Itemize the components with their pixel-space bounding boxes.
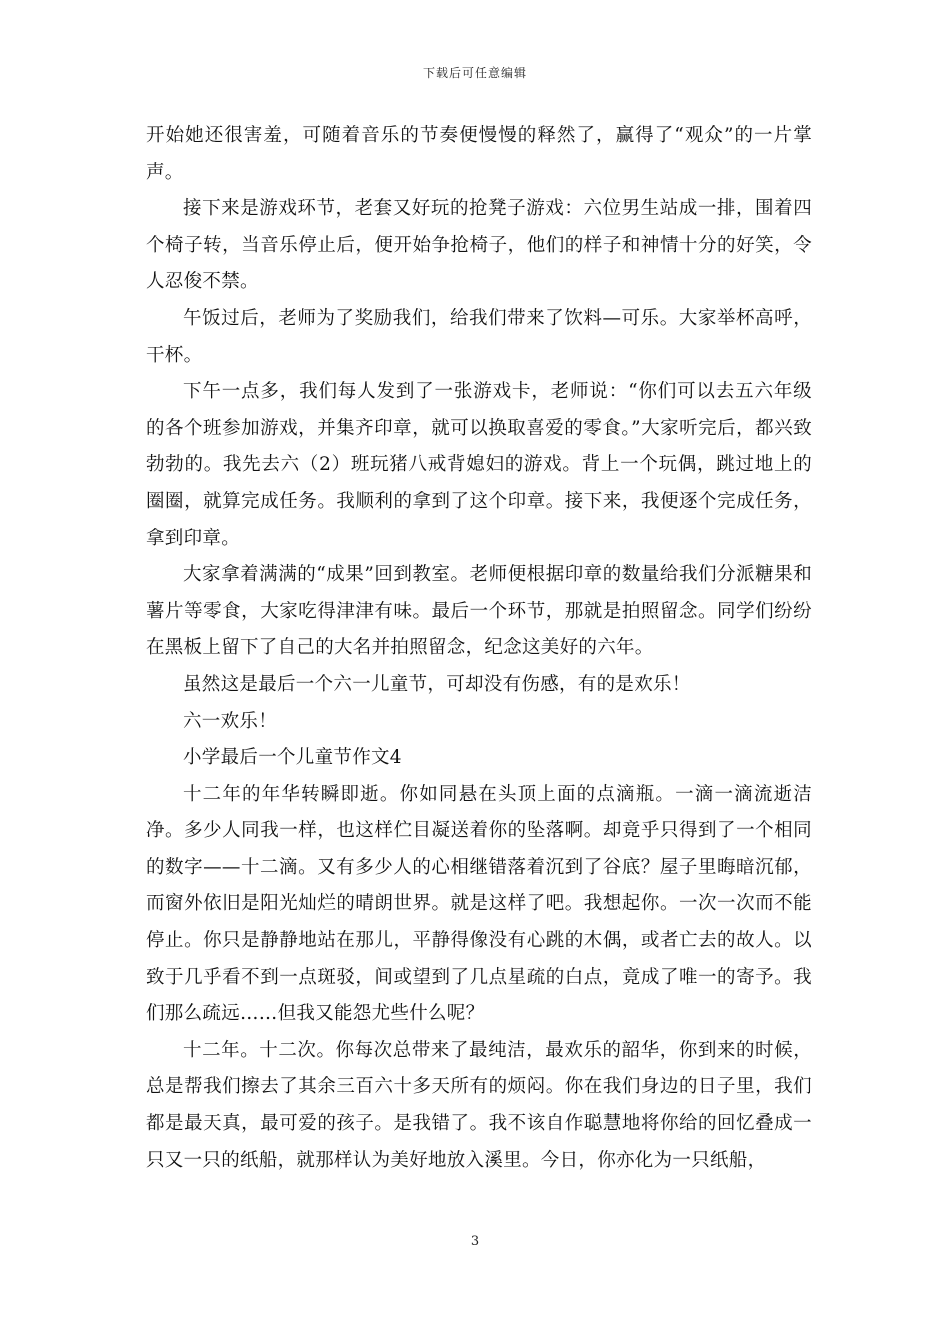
paragraph: 接下来是游戏环节，老套又好玩的抢凳子游戏：六位男生站成一排，围着四个椅子转，当音乐停止后，便开始争抢椅子，他们的样子和神情十分的好笑，令人忍俊不禁。 xyxy=(146,198,812,293)
paragraph: 虽然这是最后一个六一儿童节，可却没有伤感，有的是欢乐！ xyxy=(183,673,691,695)
paragraph: 十二年。十二次。你每次总带来了最纯洁，最欢乐的韶华，你到来的时候，总是帮我们擦去了其余三百六十多天所有的烦闷。你在我们身边的日子里，我们都是最天真，最可爱的孩子。是我错了。我不该自作聪慧地将你给的回忆叠成一只又一只的纸船，就那样认为美好地放入溪里。今日，你亦化为一只纸船， xyxy=(146,1039,812,1171)
document-body xyxy=(146,118,812,1179)
paragraph: 午饭过后，老师为了奖励我们，给我们带来了饮料—可乐。大家举杯高呼，干杯。 xyxy=(146,307,812,366)
paragraph: 十二年的年华转瞬即逝。你如同悬在头顶上面的点滴瓶。一滴一滴流逝洁净。多少人同我一样，也这样伫目凝送着你的坠落啊。却竟乎只得到了一个相同的数字——十二滴。又有多少人的心相继错落着沉到了谷底？屋子里晦暗沉郁，而窗外依旧是阳光灿烂的晴朗世界。就是这样了吧。我想起你。一次一次而不能停止。你只是静静地站在那儿，平静得像没有心跳的木偶，或者亡去的故人。以致于几乎看不到一点斑驳，间或望到了几点星疏的白点，竟成了唯一的寄予。我们那么疏远……但我又能怨尤些什么呢？ xyxy=(146,783,812,1025)
paragraph: 开始她还很害羞，可随着音乐的节奏便慢慢的释然了，赢得了“观众”的一片掌声。 xyxy=(146,125,812,183)
paragraph: 大家拿着满满的“成果”回到教室。老师便根据印章的数量给我们分派糖果和薯片等零食，大家吃得津津有味。最后一个环节，那就是拍照留念。同学们纷纷在黑板上留下了自己的大名并拍照留念，纪念这美好的六年。 xyxy=(146,564,812,659)
section-heading: 小学最后一个儿童节作文4 xyxy=(183,747,402,769)
page-number: 3 xyxy=(470,1234,480,1249)
page-header: 下载后可任意编辑 xyxy=(422,66,527,80)
paragraph: 下午一点多，我们每人发到了一张游戏卡，老师说：“你们可以去五六年级的各个班参加游戏，并集齐印章，就可以换取喜爱的零食。”大家听完后，都兴致勃勃的。我先去六（2）班玩猪八戒背媳妇的游戏。背上一个玩偶，跳过地上的圈圈，就算完成任务。我顺利的拿到了这个印章。接下来，我便逐个完成任务，拿到印章。 xyxy=(146,381,812,549)
paragraph: 六一欢乐！ xyxy=(183,710,278,732)
